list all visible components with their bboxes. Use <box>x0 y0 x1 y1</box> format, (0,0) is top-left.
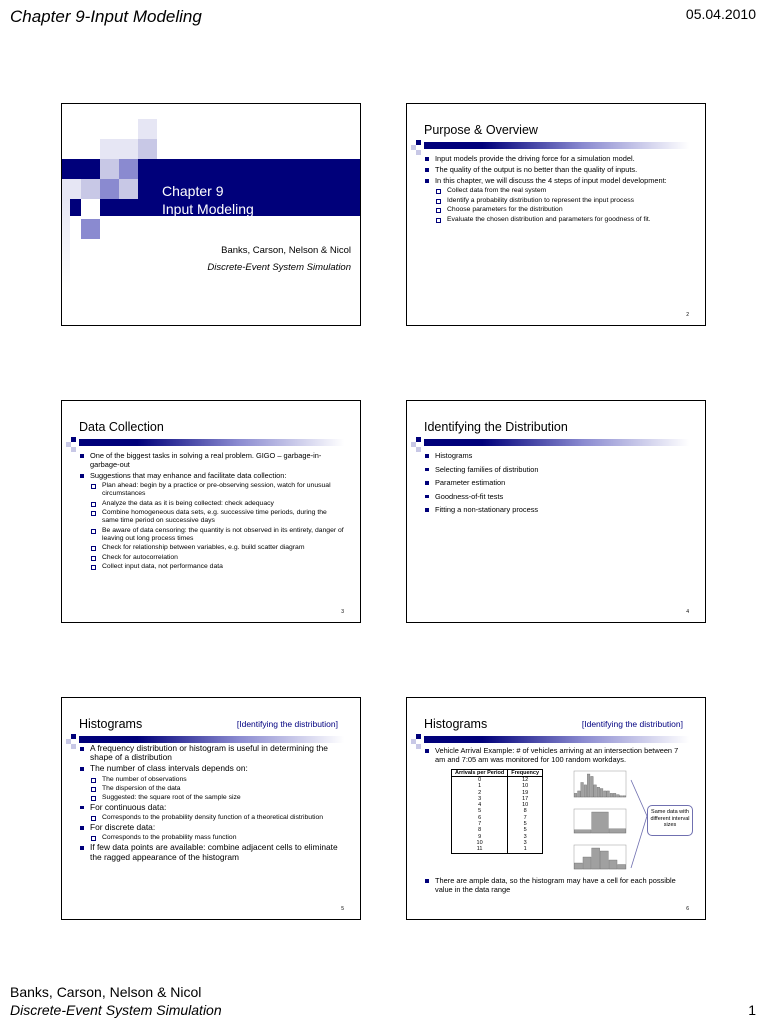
deco-square <box>71 447 76 452</box>
list-subitem: Corresponds to the probability density function of a theoretical distribution <box>79 814 344 822</box>
histogram-bar <box>609 860 617 869</box>
table-cell: 19 <box>508 790 543 796</box>
deco-square <box>62 179 81 199</box>
deco-square <box>119 179 138 199</box>
slide-title: Histograms <box>424 717 488 731</box>
list-subitem: Suggested: the square root of the sample size <box>79 794 344 802</box>
deco-square <box>416 150 421 155</box>
histogram-fine <box>567 768 629 804</box>
bullet-list <box>424 154 689 225</box>
deco-square <box>416 734 421 739</box>
list-item: Goodness-of-fit tests <box>424 492 689 501</box>
table-cell: 7 <box>452 821 508 827</box>
interval-size-callout: Same data with different interval sizes <box>647 805 693 836</box>
table-cell: 6 <box>452 815 508 821</box>
slide-number: 5 <box>341 906 344 912</box>
histogram-bar <box>592 848 600 869</box>
deco-strip <box>62 199 70 289</box>
slide-section-tag: [Identifying the distribution] <box>236 719 338 729</box>
histogram-bar <box>600 789 603 797</box>
slide-number: 6 <box>686 906 689 912</box>
slide-4 <box>406 400 706 623</box>
page-header-date: 05.04.2010 <box>685 6 756 22</box>
list-subitem: Corresponds to the probability mass function <box>79 834 344 842</box>
histogram-bar <box>583 857 591 869</box>
table-cell: 8 <box>508 808 543 814</box>
list-subitem: Identify a probability distribution to represent the input process <box>424 197 689 205</box>
table-cell: 0 <box>452 777 508 784</box>
list-subitem: Plan ahead: begin by a practice or pre-observing session, watch for unusual circumstances <box>79 482 344 498</box>
footer-book: Discrete-Event System Simulation <box>10 1002 222 1018</box>
slide-title: Histograms <box>79 717 143 731</box>
list-item: Parameter estimation <box>424 478 689 487</box>
deco-square <box>119 159 138 179</box>
bullet-list <box>79 744 344 864</box>
list-subitem: The number of observations <box>79 776 344 784</box>
slide-number: 2 <box>686 312 689 318</box>
histogram-bar <box>600 851 608 869</box>
deco-square <box>71 734 76 739</box>
deco-square <box>100 159 119 179</box>
page-header-title: Chapter 9-Input Modeling <box>10 7 202 26</box>
table-cell: 10 <box>508 802 543 808</box>
histogram-bar <box>574 863 582 869</box>
list-item: The number of class intervals depends on: <box>79 764 344 773</box>
table-cell: 5 <box>452 808 508 814</box>
deco-square <box>138 119 157 139</box>
deco-square <box>71 744 76 749</box>
table-cell: 5 <box>508 821 543 827</box>
histogram-medium <box>567 806 629 840</box>
table-cell: 4 <box>452 802 508 808</box>
histogram-bar <box>617 795 620 797</box>
histogram-bar <box>592 812 609 833</box>
slide-1 <box>61 103 361 326</box>
list-subitem: Collect input data, not performance data <box>79 563 344 571</box>
deco-square <box>138 139 157 159</box>
deco-square <box>416 744 421 749</box>
table-cell: 9 <box>452 834 508 840</box>
histogram-bar <box>584 785 587 797</box>
title-underline-bar <box>79 439 344 446</box>
deco-square <box>416 437 421 442</box>
histogram-bar <box>591 776 594 797</box>
footer-authors: Banks, Carson, Nelson & Nicol <box>10 984 202 1000</box>
list-item: Fitting a non-stationary process <box>424 505 689 514</box>
bullet-list <box>79 451 344 573</box>
callout-connector <box>629 768 649 878</box>
histogram-bar <box>587 774 590 797</box>
deco-square <box>81 199 100 219</box>
deco-square <box>416 140 421 145</box>
bullet-list <box>424 451 689 519</box>
deco-square <box>62 159 81 179</box>
list-subitem: Check for relationship between variables, e.g. build scatter diagram <box>79 544 344 552</box>
arrivals-table <box>451 769 543 854</box>
table-cell: 11 <box>452 846 508 853</box>
list-subitem: The dispersion of the data <box>79 785 344 793</box>
deco-square <box>81 219 100 239</box>
list-item: There are ample data, so the histogram may have a cell for each possible value in the data range <box>424 876 689 894</box>
table-cell: 7 <box>508 815 543 821</box>
list-subitem: Check for autocorrelation <box>79 554 344 562</box>
slide-5 <box>61 697 361 920</box>
histogram-bar <box>618 865 626 870</box>
list-item: One of the biggest tasks in solving a real problem. GIGO – garbage-in-garbage-out <box>79 451 344 469</box>
slide-6 <box>406 697 706 920</box>
table-cell: 3 <box>508 834 543 840</box>
bullet-list <box>424 876 689 896</box>
list-subitem: Combine homogeneous data sets, e.g. successive time periods, during the same time period on successive days <box>79 509 344 525</box>
table-cell: 1 <box>452 783 508 789</box>
slide-title-line2: Input Modeling <box>162 201 254 217</box>
slide-authors: Banks, Carson, Nelson & Nicol <box>221 245 351 256</box>
list-subitem: Evaluate the chosen distribution and parameters for goodness of fit. <box>424 216 689 224</box>
title-underline-bar <box>424 142 689 149</box>
table-cell: 8 <box>452 827 508 833</box>
table-cell: 10 <box>508 783 543 789</box>
table-row <box>452 777 543 784</box>
title-underline-bar <box>79 736 344 743</box>
title-underline-bar <box>424 736 689 743</box>
histogram-bar <box>594 785 597 797</box>
list-subitem: Choose parameters for the distribution <box>424 206 689 214</box>
slide-title-line1: Chapter 9 <box>162 183 224 199</box>
list-subitem: Collect data from the real system <box>424 187 689 195</box>
histogram-bar <box>613 793 616 797</box>
deco-square <box>81 179 100 199</box>
list-item: The quality of the output is no better than the quality of inputs. <box>424 165 689 174</box>
list-item: If few data points are available: combine adjacent cells to eliminate the ragged appearance of the histogram <box>79 843 344 861</box>
histogram-bar <box>574 830 591 833</box>
slide-title: Identifying the Distribution <box>424 420 568 434</box>
table-cell: 12 <box>508 777 543 784</box>
list-item: In this chapter, we will discuss the 4 steps of input model development: <box>424 176 689 185</box>
list-item: Histograms <box>424 451 689 460</box>
list-item: Suggestions that may enhance and facilitate data collection: <box>79 471 344 480</box>
slide-section-tag: [Identifying the distribution] <box>581 719 683 729</box>
list-item: For continuous data: <box>79 803 344 812</box>
list-item: A frequency distribution or histogram is useful in determining the shape of a distribution <box>79 744 344 762</box>
bullet-list <box>424 746 689 766</box>
list-item: Selecting families of distribution <box>424 465 689 474</box>
table-row <box>452 846 543 853</box>
deco-square <box>100 139 119 159</box>
table-header: Arrivals per Period <box>452 770 508 777</box>
table-cell: 10 <box>452 840 508 846</box>
histogram-bar <box>604 791 607 797</box>
list-item: Input models provide the driving force for a simulation model. <box>424 154 689 163</box>
histogram-bar <box>597 787 600 797</box>
slide-number: 4 <box>686 609 689 615</box>
slide-number: 3 <box>341 609 344 615</box>
histogram-bar <box>607 791 610 797</box>
title-underline-bar <box>424 439 689 446</box>
table-cell: 3 <box>452 796 508 802</box>
deco-square <box>100 179 119 199</box>
slide-title: Purpose & Overview <box>424 123 538 137</box>
list-item: For discrete data: <box>79 823 344 832</box>
histogram-bar <box>620 796 623 797</box>
table-cell: 17 <box>508 796 543 802</box>
list-subitem: Analyze the data as it is being collected: check adequacy <box>79 500 344 508</box>
deco-square <box>416 447 421 452</box>
slide-title: Data Collection <box>79 420 164 434</box>
histogram-bar <box>581 782 584 797</box>
list-item: Vehicle Arrival Example: # of vehicles arriving at an intersection between 7 am and 7:05 am was monitored for 100 random workdays. <box>424 746 689 764</box>
histogram-bar <box>578 791 581 797</box>
histogram-coarse <box>567 842 629 876</box>
slide-3 <box>61 400 361 623</box>
deco-square <box>119 139 138 159</box>
table-cell: 1 <box>508 846 543 853</box>
histogram-bar <box>574 793 577 797</box>
slide-book: Discrete-Event System Simulation <box>207 262 351 273</box>
deco-square <box>71 437 76 442</box>
table-cell: 5 <box>508 827 543 833</box>
histogram-bar <box>610 793 613 797</box>
footer-page-number: 1 <box>748 1002 756 1018</box>
table-cell: 2 <box>452 790 508 796</box>
slide-2 <box>406 103 706 326</box>
table-cell: 3 <box>508 840 543 846</box>
list-subitem: Be aware of data censoring: the quantity is not observed in its entirety, danger of leaving out long process times <box>79 527 344 543</box>
table-header: Frequency <box>508 770 543 777</box>
histogram-bar <box>609 829 626 833</box>
histogram-bar <box>623 796 626 797</box>
